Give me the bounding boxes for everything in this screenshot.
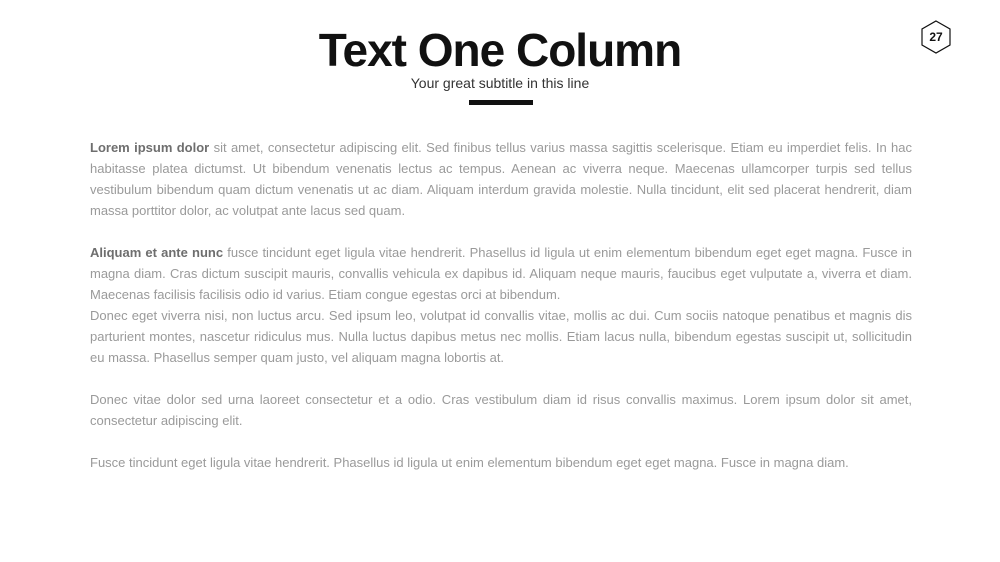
paragraph-1 xyxy=(90,137,912,221)
paragraph-5: Fusce tincidunt eget ligula vitae hendrerit. Phasellus id ligula ut enim elementum bibendum eget eget magna. Fusce in magna diam. xyxy=(90,455,849,470)
paragraph-1-text: sit amet, consectetur adipiscing elit. Sed finibus tellus varius massa sagittis scelerisque. Etiam eu imperdiet felis. In hac habitasse platea dictumst. Ut bibendum venenatis lectus ac tempus. Aenean ac viverra neque. Maecenas ullamcorper turpis sed tellus vestibulum bibendum quam dictum venenatis ut ac diam. Aliquam interdum gravida molestie. Nulla tincidunt, elit sed placerat hendrerit, diam massa porttitor dolor, ac volutpat ante lacus sed quam. xyxy=(90,140,913,218)
paragraph-2-lead: Aliquam et ante nunc xyxy=(90,245,224,260)
page-number: 27 xyxy=(929,30,943,44)
paragraph-4: Donec vitae dolor sed urna laoreet consectetur et a odio. Cras vestibulum diam id risus convallis maximus. Lorem ipsum dolor sit amet, consectetur adipiscing elit. xyxy=(90,392,912,428)
paragraph-spacer xyxy=(90,368,912,389)
title-underline-bar xyxy=(469,100,533,105)
page-number-badge xyxy=(920,20,952,54)
slide-title: Text One Column xyxy=(318,24,682,76)
paragraph-3: Donec eget viverra nisi, non luctus arcu. Sed ipsum leo, volutpat id convallis vitae, mollis ac dui. Cum sociis natoque penatibus et magnis dis parturient montes, nascetur ridiculus mus. Nulla luctus dapibus metus nec mollis. Etiam lacus nulla, bibendum egestas suscipit ut, sollicitudin eu massa. Phasellus semper quam justo, vel aliquam magna lobortis at. xyxy=(90,308,912,365)
paragraph-spacer xyxy=(90,431,912,452)
paragraph-2 xyxy=(90,242,912,305)
paragraph-2-text: fusce tincidunt eget ligula vitae hendrerit. Phasellus id ligula ut enim elementum bibendum eget eget magna. Fusce in magna diam. Cras dictum suscipit mauris, convallis vehicula ex dapibus id. Aliquam neque mauris, faucibus eget vulputate a, viverra et diam. Maecenas facilisis facilisis odio id varius. Etiam congue egestas orci at bibendum. xyxy=(90,245,912,302)
body-text xyxy=(90,137,912,473)
paragraph-1-lead: Lorem ipsum dolor xyxy=(90,140,210,155)
slide-subtitle: Your great subtitle in this line xyxy=(410,75,590,91)
paragraph-spacer xyxy=(90,221,912,242)
